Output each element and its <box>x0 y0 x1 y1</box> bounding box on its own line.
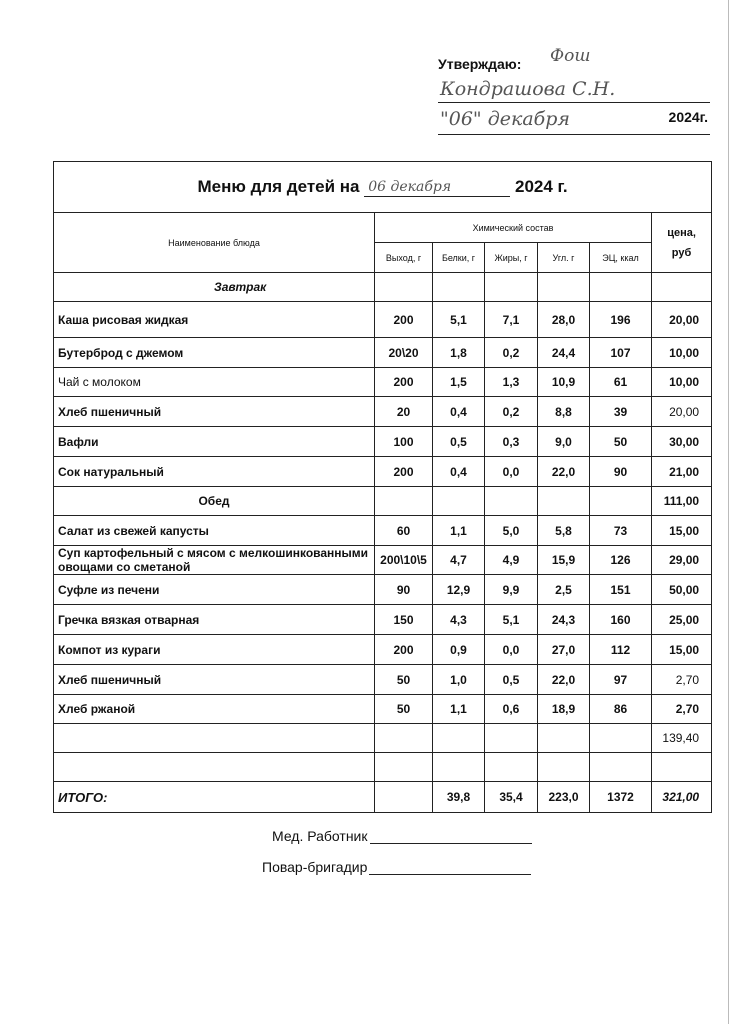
dish-carbs: 24,4 <box>538 338 590 368</box>
dish-protein: 0,4 <box>433 397 485 427</box>
dish-protein: 4,3 <box>433 605 485 635</box>
dish-fat: 4,9 <box>485 546 538 575</box>
total-row <box>54 782 712 813</box>
dish-carbs: 18,9 <box>538 695 590 724</box>
dish-name: Гречка вязкая отварная <box>54 605 375 635</box>
table-row <box>54 368 712 397</box>
dish-carbs: 10,9 <box>538 368 590 397</box>
dish-carbs: 9,0 <box>538 427 590 457</box>
approval-line-1 <box>438 102 710 103</box>
table-row <box>54 338 712 368</box>
dish-energy: 73 <box>590 516 652 546</box>
dish-price: 30,00 <box>652 427 712 457</box>
dish-yield: 150 <box>375 605 433 635</box>
medic-label: Мед. Работник <box>272 828 368 844</box>
dish-energy: 61 <box>590 368 652 397</box>
dish-protein: 1,0 <box>433 665 485 695</box>
header-protein: Белки, г <box>433 243 485 273</box>
breakfast-rows <box>54 302 712 487</box>
header-energy: ЭЦ, ккал <box>590 243 652 273</box>
dish-protein: 1,1 <box>433 695 485 724</box>
signature-handwritten: Фош <box>550 46 591 66</box>
dish-energy: 90 <box>590 457 652 487</box>
dish-name: Компот из кураги <box>54 635 375 665</box>
dish-name: Каша рисовая жидкая <box>54 302 375 338</box>
header-dish: Наименование блюда <box>54 213 375 273</box>
total-protein: 39,8 <box>433 782 485 813</box>
dish-fat: 0,2 <box>485 397 538 427</box>
dish-yield: 200 <box>375 635 433 665</box>
dish-fat: 0,2 <box>485 338 538 368</box>
medic-line <box>370 829 532 844</box>
title-date: 06 декабря <box>368 179 452 195</box>
lunch-rows <box>54 516 712 724</box>
title-date-field <box>364 178 510 197</box>
dish-energy: 50 <box>590 427 652 457</box>
dish-name: Вафли <box>54 427 375 457</box>
dish-carbs: 8,8 <box>538 397 590 427</box>
dish-price: 15,00 <box>652 516 712 546</box>
total-price: 321,00 <box>652 782 712 813</box>
dish-yield: 90 <box>375 575 433 605</box>
dish-yield: 200 <box>375 368 433 397</box>
total-carbs: 223,0 <box>538 782 590 813</box>
dish-price: 10,00 <box>652 368 712 397</box>
dish-fat: 7,1 <box>485 302 538 338</box>
dish-carbs: 22,0 <box>538 457 590 487</box>
dish-protein: 1,8 <box>433 338 485 368</box>
dish-fat: 0,0 <box>485 457 538 487</box>
cook-signature <box>262 859 531 875</box>
dish-protein: 12,9 <box>433 575 485 605</box>
approval-year: 2024г. <box>668 109 708 125</box>
table-row <box>54 516 712 546</box>
dish-price: 21,00 <box>652 457 712 487</box>
header-price: цена, руб <box>652 213 712 273</box>
table-row <box>54 665 712 695</box>
dish-price: 20,00 <box>652 397 712 427</box>
dish-carbs: 15,9 <box>538 546 590 575</box>
table-row <box>54 457 712 487</box>
section-breakfast: Завтрак <box>54 273 375 302</box>
dish-price: 29,00 <box>652 546 712 575</box>
approval-date: "06" декабря <box>440 108 570 130</box>
table-row <box>54 302 712 338</box>
dish-price: 25,00 <box>652 605 712 635</box>
dish-carbs: 5,8 <box>538 516 590 546</box>
dish-yield: 20\20 <box>375 338 433 368</box>
dish-fat: 9,9 <box>485 575 538 605</box>
dish-protein: 0,9 <box>433 635 485 665</box>
dish-energy: 86 <box>590 695 652 724</box>
total-label: ИТОГО: <box>54 782 375 813</box>
dish-carbs: 2,5 <box>538 575 590 605</box>
table-row <box>54 546 712 575</box>
dish-price: 10,00 <box>652 338 712 368</box>
menu-title <box>54 162 712 213</box>
dish-name: Салат из свежей капусты <box>54 516 375 546</box>
dish-carbs: 27,0 <box>538 635 590 665</box>
dish-fat: 0,6 <box>485 695 538 724</box>
dish-fat: 5,0 <box>485 516 538 546</box>
dish-yield: 50 <box>375 695 433 724</box>
dish-name: Бутерброд с джемом <box>54 338 375 368</box>
dish-energy: 151 <box>590 575 652 605</box>
table-row <box>54 695 712 724</box>
header-yield: Выход, г <box>375 243 433 273</box>
title-suffix: 2024 г. <box>514 177 568 196</box>
header-fat: Жиры, г <box>485 243 538 273</box>
total-fat: 35,4 <box>485 782 538 813</box>
dish-name: Суп картофельный с мясом с мелкошинкованными овощами со сметаной <box>54 546 375 575</box>
dish-energy: 97 <box>590 665 652 695</box>
dish-energy: 160 <box>590 605 652 635</box>
dish-price: 2,70 <box>652 665 712 695</box>
dish-price: 2,70 <box>652 695 712 724</box>
dish-yield: 200 <box>375 457 433 487</box>
table-row <box>54 575 712 605</box>
dish-carbs: 28,0 <box>538 302 590 338</box>
cook-line <box>369 860 531 875</box>
dish-price: 20,00 <box>652 302 712 338</box>
dish-energy: 112 <box>590 635 652 665</box>
dish-yield: 200 <box>375 302 433 338</box>
dish-name: Суфле из печени <box>54 575 375 605</box>
section-lunch: Обед <box>54 487 375 516</box>
dish-protein: 4,7 <box>433 546 485 575</box>
dish-fat: 5,1 <box>485 605 538 635</box>
dish-energy: 196 <box>590 302 652 338</box>
page-edge <box>728 0 729 1024</box>
subtotal-price: 139,40 <box>652 724 712 753</box>
dish-energy: 126 <box>590 546 652 575</box>
dish-name: Хлеб ржаной <box>54 695 375 724</box>
dish-fat: 0,5 <box>485 665 538 695</box>
dish-price: 50,00 <box>652 575 712 605</box>
cook-label: Повар-бригадир <box>262 859 368 875</box>
title-prefix: Меню для детей на <box>197 177 360 196</box>
dish-name: Сок натуральный <box>54 457 375 487</box>
approval-line-2 <box>438 134 710 135</box>
dish-name: Чай с молоком <box>54 368 375 397</box>
dish-yield: 200\10\5 <box>375 546 433 575</box>
table-row <box>54 427 712 457</box>
dish-protein: 0,5 <box>433 427 485 457</box>
dish-protein: 0,4 <box>433 457 485 487</box>
header-chem: Химический состав <box>375 213 652 243</box>
dish-protein: 5,1 <box>433 302 485 338</box>
dish-yield: 60 <box>375 516 433 546</box>
dish-name: Хлеб пшеничный <box>54 665 375 695</box>
dish-name: Хлеб пшеничный <box>54 397 375 427</box>
approver-name: Кондрашова С.Н. <box>440 78 616 100</box>
total-energy: 1372 <box>590 782 652 813</box>
dish-fat: 0,0 <box>485 635 538 665</box>
table-row <box>54 605 712 635</box>
table-row <box>54 635 712 665</box>
dish-fat: 0,3 <box>485 427 538 457</box>
dish-yield: 20 <box>375 397 433 427</box>
medic-signature <box>272 828 532 844</box>
lunch-label-price: 111,00 <box>652 487 712 516</box>
menu-table <box>53 161 712 813</box>
dish-energy: 107 <box>590 338 652 368</box>
dish-protein: 1,1 <box>433 516 485 546</box>
approval-label: Утверждаю: <box>438 56 522 72</box>
dish-carbs: 24,3 <box>538 605 590 635</box>
dish-yield: 100 <box>375 427 433 457</box>
dish-energy: 39 <box>590 397 652 427</box>
table-row <box>54 397 712 427</box>
dish-protein: 1,5 <box>433 368 485 397</box>
dish-carbs: 22,0 <box>538 665 590 695</box>
header-carbs: Угл. г <box>538 243 590 273</box>
dish-fat: 1,3 <box>485 368 538 397</box>
dish-yield: 50 <box>375 665 433 695</box>
dish-price: 15,00 <box>652 635 712 665</box>
